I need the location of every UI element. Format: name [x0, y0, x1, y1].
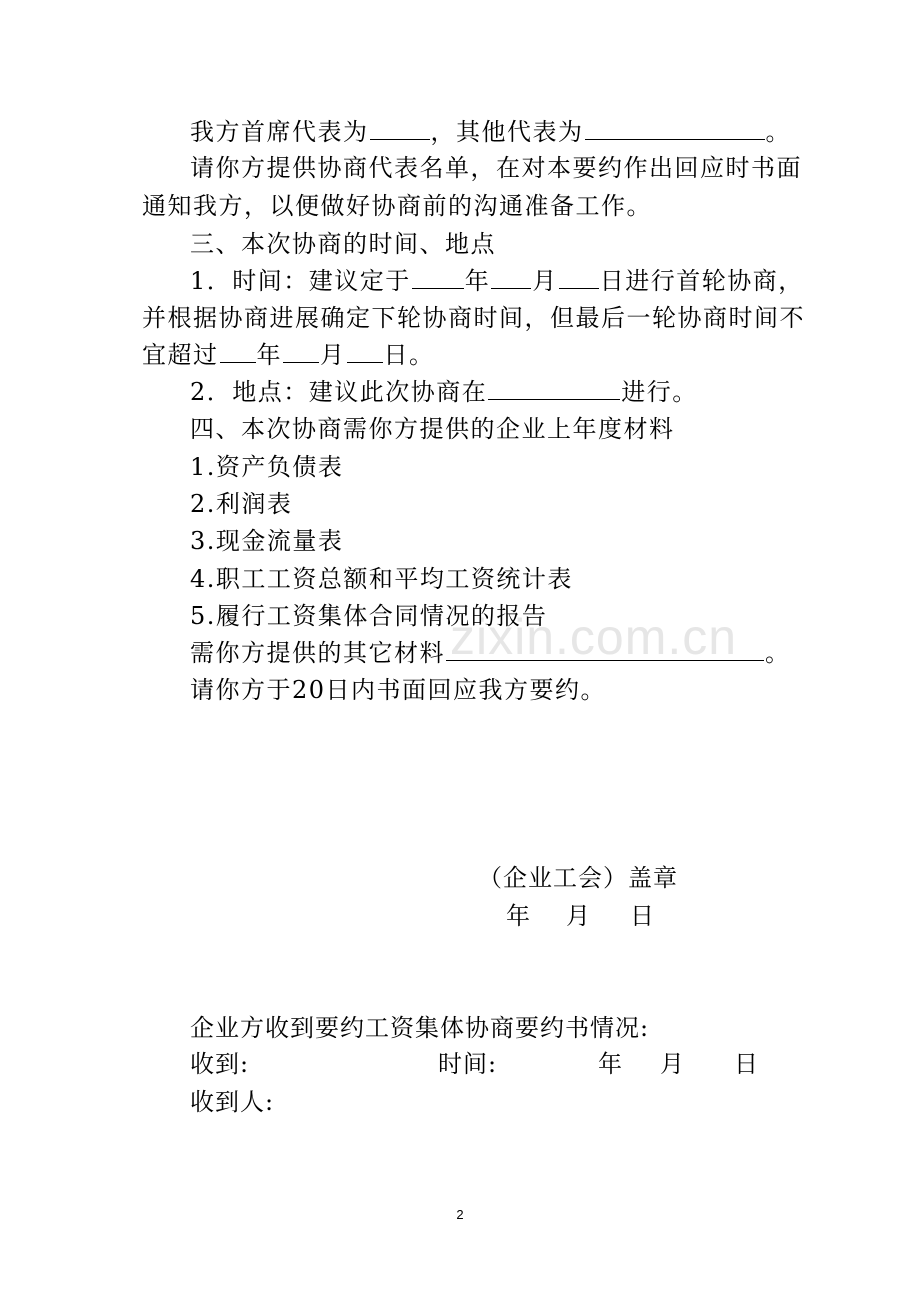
time-year: 年 [464, 267, 491, 295]
received-label: 收到: [190, 1050, 250, 1078]
other-materials-line [190, 638, 791, 668]
time-prefix: 1．时间：建议定于 [190, 267, 411, 295]
material-item: 3.现金流量表 [190, 527, 344, 555]
period: 。 [765, 118, 791, 146]
section4-heading: 四、本次协商需你方提供的企业上年度材料 [190, 415, 675, 443]
signature-day: 日 [630, 902, 655, 930]
seal-label: （企业工会）盖章 [478, 864, 678, 892]
time-year-blank[interactable] [412, 266, 464, 289]
material-item: 1.资产负债表 [190, 453, 344, 481]
receipt-month: 月 [660, 1050, 685, 1078]
signature-year: 年 [506, 902, 531, 930]
place-item-line [190, 377, 698, 407]
material-item: 2.利润表 [190, 490, 293, 518]
deadline-day-blank[interactable] [347, 340, 383, 363]
receipt-year: 年 [598, 1050, 623, 1078]
other-materials-period: 。 [765, 639, 791, 667]
place-blank[interactable] [488, 377, 620, 400]
place-prefix: 2．地点：建议此次协商在 [190, 378, 488, 406]
deadline-year: 年 [256, 341, 282, 369]
representatives-line [190, 117, 791, 147]
other-rep-label: ，其他代表为 [430, 118, 584, 146]
other-materials-label: 需你方提供的其它材料 [190, 639, 445, 667]
chief-rep-blank[interactable] [370, 117, 430, 140]
place-suffix: 进行。 [621, 378, 698, 406]
time-day-blank[interactable] [559, 266, 599, 289]
deadline-year-blank[interactable] [220, 340, 256, 363]
other-rep-blank[interactable] [585, 117, 765, 140]
recipient-label: 收到人: [190, 1088, 275, 1116]
page-number: 2 [456, 1207, 464, 1222]
receipt-day: 日 [734, 1050, 759, 1078]
receipt-heading: 企业方收到要约工资集体协商要约书情况: [190, 1014, 650, 1042]
time-month: 月 [532, 267, 558, 295]
time-day-text: 日进行首轮协商， [599, 267, 804, 295]
other-materials-blank[interactable] [446, 638, 764, 661]
time-label: 时间: [438, 1050, 498, 1078]
material-item: 4.职工工资总额和平均工资统计表 [190, 565, 573, 593]
material-item: 5.履行工资集体合同情况的报告 [190, 602, 548, 630]
deadline-prefix: 宜超过 [142, 341, 219, 369]
deadline-month-blank[interactable] [283, 340, 319, 363]
time-month-blank[interactable] [491, 266, 531, 289]
time-item-line-2: 并根据协商进展确定下轮协商时间，但最后一轮协商时间不 [142, 304, 805, 332]
watermark: zixin.com.cn [450, 609, 738, 665]
section3-heading: 三、本次协商的时间、地点 [190, 230, 496, 258]
time-item-line-3 [142, 340, 435, 370]
deadline-month: 月 [320, 341, 346, 369]
chief-rep-label: 我方首席代表为 [190, 118, 369, 146]
request-list-line-2: 通知我方，以便做好协商前的沟通准备工作。 [142, 192, 652, 220]
deadline-day: 日。 [383, 341, 435, 369]
request-list-line-1: 请你方提供协商代表名单，在对本要约作出回应时书面 [190, 154, 802, 182]
time-item-line-1 [190, 266, 804, 296]
response-request: 请你方于20日内书面回应我方要约。 [190, 676, 607, 704]
signature-month: 月 [566, 902, 591, 930]
